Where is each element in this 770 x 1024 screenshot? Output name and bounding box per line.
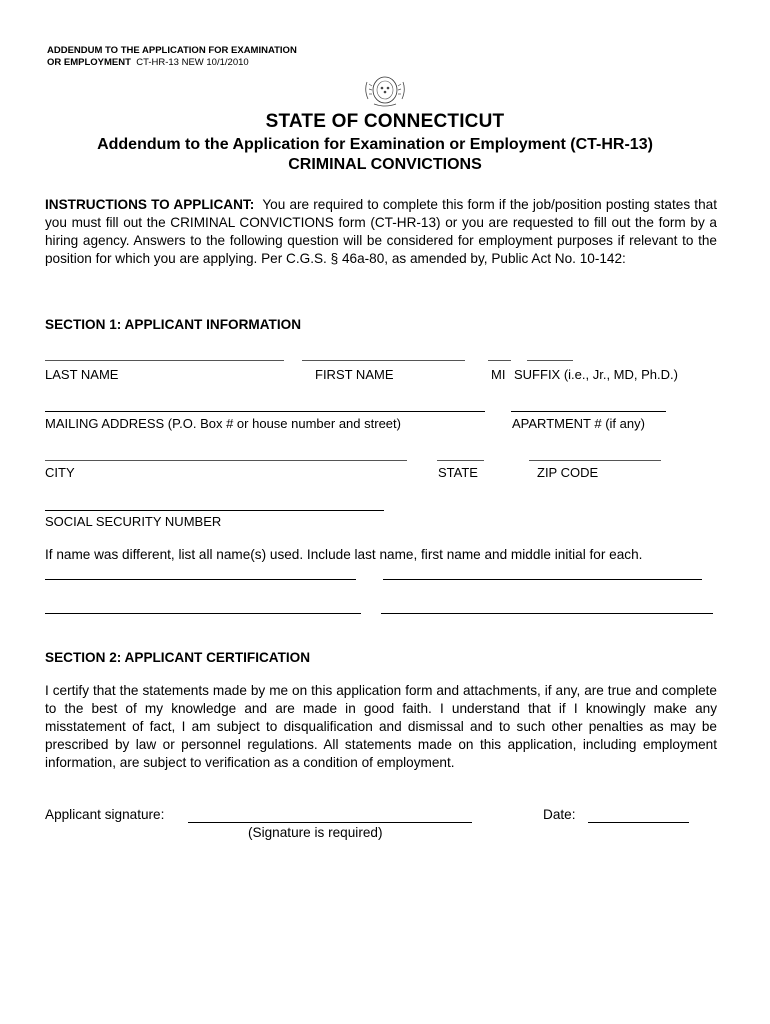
mi-label: MI (491, 367, 506, 382)
signature-note: (Signature is required) (248, 825, 383, 840)
first-name-field[interactable] (302, 360, 465, 361)
apartment-field[interactable] (511, 411, 666, 412)
last-name-field[interactable] (45, 360, 284, 361)
other-name-field-3[interactable] (45, 613, 361, 614)
signature-label: Applicant signature: (45, 807, 165, 822)
form-header-line2: OR EMPLOYMENT CT-HR-13 NEW 10/1/2010 (47, 57, 249, 68)
apartment-label: APARTMENT # (if any) (512, 416, 645, 431)
instructions-text: You are required to complete this form if the job/position posting states that you must fill out the CRIMINAL CONVICTIONS form (CT-HR-13) or you are requested to fill out the form by a hiring agency. Answers to the following question will be considered for employment purposes if relevant to the position for which you are applying. Per C.G.S. § 46a-80, as amended by, Public Act No. 10-142: (45, 197, 717, 266)
zip-field[interactable] (529, 460, 661, 461)
form-subject: CRIMINAL CONVICTIONS (288, 156, 482, 173)
form-name: Addendum to the Application for Examination or Employment (CT-HR-13) (97, 136, 653, 153)
state-label: STATE (438, 465, 478, 480)
last-name-label: LAST NAME (45, 367, 119, 382)
mailing-address-label: MAILING ADDRESS (P.O. Box # or house number and street) (45, 416, 401, 431)
suffix-label: SUFFIX (i.e., Jr., MD, Ph.D.) (514, 367, 678, 382)
other-name-field-1[interactable] (45, 579, 356, 580)
city-field[interactable] (45, 460, 407, 461)
ssn-label: SOCIAL SECURITY NUMBER (45, 514, 222, 529)
date-field[interactable] (588, 822, 689, 823)
other-name-field-2[interactable] (383, 579, 702, 580)
city-label: CITY (45, 465, 75, 480)
form-header-line1: ADDENDUM TO THE APPLICATION FOR EXAMINATION (47, 45, 297, 56)
suffix-field[interactable] (527, 360, 573, 361)
zip-label: ZIP CODE (537, 465, 599, 480)
other-name-field-4[interactable] (381, 613, 713, 614)
first-name-label: FIRST NAME (315, 367, 394, 382)
page-title: STATE OF CONNECTICUT (265, 111, 505, 132)
signature-field[interactable] (188, 822, 472, 823)
section1-heading: SECTION 1: APPLICANT INFORMATION (45, 317, 302, 332)
other-names-prompt: If name was different, list all name(s) used. Include last name, first name and middle initial for each. (45, 547, 643, 562)
ssn-field[interactable] (45, 510, 384, 511)
instructions-label: INSTRUCTIONS TO APPLICANT: (45, 197, 255, 212)
state-field[interactable] (437, 460, 484, 461)
instructions-paragraph (45, 196, 717, 268)
certification-paragraph: I certify that the statements made by me on this application form and attachments, if any, are true and complete to the best of my knowledge and are made in good faith. I understand that if I knowingly make any misstatement of fact, I am subject to disqualification and dismissal and to such other penalties as may be prescribed by law or personnel regulations. All statements made on this application, including employment information, are subject to verification as a condition of employment. (45, 683, 717, 770)
mi-field[interactable] (488, 360, 511, 361)
mailing-address-field[interactable] (45, 411, 485, 412)
section2-heading: SECTION 2: APPLICANT CERTIFICATION (45, 650, 311, 665)
state-seal-icon (363, 72, 407, 108)
date-label: Date: (543, 807, 576, 822)
